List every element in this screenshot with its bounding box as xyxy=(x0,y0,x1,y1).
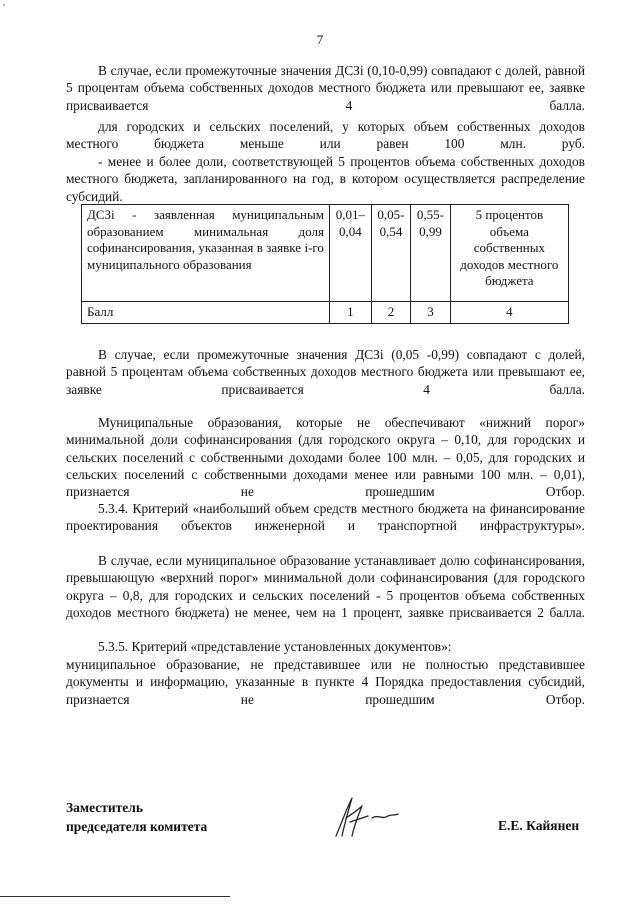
table-header-row xyxy=(82,205,569,302)
table-score-4: 4 xyxy=(450,302,568,324)
table-range-2: 0,05- 0,54 xyxy=(371,205,411,302)
signatory-name: Е.Е. Кайянен xyxy=(498,818,580,833)
footer-divider xyxy=(0,896,230,897)
page-number: 7 xyxy=(316,32,324,47)
paragraph-6: 5.3.4. Критерий «наибольший объем средств местного бюджета на финансирование проектирования объектов инженерной и транспортной инфраструктуры». xyxy=(66,501,585,534)
table-score-2: 2 xyxy=(371,302,411,324)
table-score-3: 3 xyxy=(411,302,451,324)
paragraph-7: В случае, если муниципальное образование устанавливает долю софинансирования, превышающую «верхний порог» минимальной доли софинансирования (для городского округа – 0,8, для городских и сельских поселений - 5 процентов объема собственных доходов местного бюджета) не менее, чем на 1 процент, заявке присваивается 2 балла. xyxy=(66,553,585,620)
table-score-row xyxy=(82,302,569,324)
signatory-title-line-2: председателя комитета xyxy=(66,819,208,834)
corner-mark: ' xyxy=(3,2,5,14)
paragraph-2: для городских и сельских поселений, у которых объем собственных доходов местного бюджета меньше или равен 100 млн. руб. xyxy=(66,119,585,152)
paragraph-3: - менее и более доли, соответствующей 5 процентов объема собственных доходов местного бюджета, запланированного на год, в котором осуществляется распределение субсидий. xyxy=(66,154,585,204)
signatory-title xyxy=(66,798,207,836)
paragraph-1: В случае, если промежуточные значения ДСЗi (0,10-0,99) совпадают с долей, равной 5 процентам объема собственных доходов местного бюджета или превышают ее, заявке присваивается 4 балла. xyxy=(66,63,585,113)
paragraph-5: Муниципальные образования, которые не обеспечивают «нижний порог» минимальной доли софинансирования (для городского округа – 0,10, для городских и сельских поселений с собственными доходами более 100 млн. – 0,05, для городских и сельских поселений с собственными доходами менее или равными 100 млн. – 0,01), признается не прошедшим Отбор. xyxy=(66,415,585,500)
table-range-1: 0,01– 0,04 xyxy=(329,205,371,302)
criteria-table xyxy=(81,204,569,324)
table-header-desc: ДСЗi - заявленная муниципальным образованием минимальная доля софинансирования, указанная в заявке i-го муниципального образования xyxy=(82,205,330,302)
table-range-3: 0,55- 0,99 xyxy=(411,205,451,302)
paragraph-4: В случае, если промежуточные значения ДСЗi (0,05 -0,99) совпадают с долей, равной 5 процентам объема собственных доходов местного бюджета или превышают ее, заявке присваивается 4 балла. xyxy=(66,347,585,397)
table-range-4: 5 процентов объема собственных доходов местного бюджета xyxy=(450,205,568,302)
handwritten-signature xyxy=(322,792,402,842)
signatory-title-line-1: Заместитель xyxy=(66,800,143,815)
paragraph-9: муниципальное образование, не представившее или не полностью представившее документы и информацию, указанные в пункте 4 Порядка предоставления субсидий, признается не прошедшим Отбор. xyxy=(66,657,585,707)
table-score-1: 1 xyxy=(329,302,371,324)
table-row-label: Балл xyxy=(82,302,330,324)
paragraph-8: 5.3.5. Критерий «представление установленных документов»: xyxy=(98,639,452,654)
